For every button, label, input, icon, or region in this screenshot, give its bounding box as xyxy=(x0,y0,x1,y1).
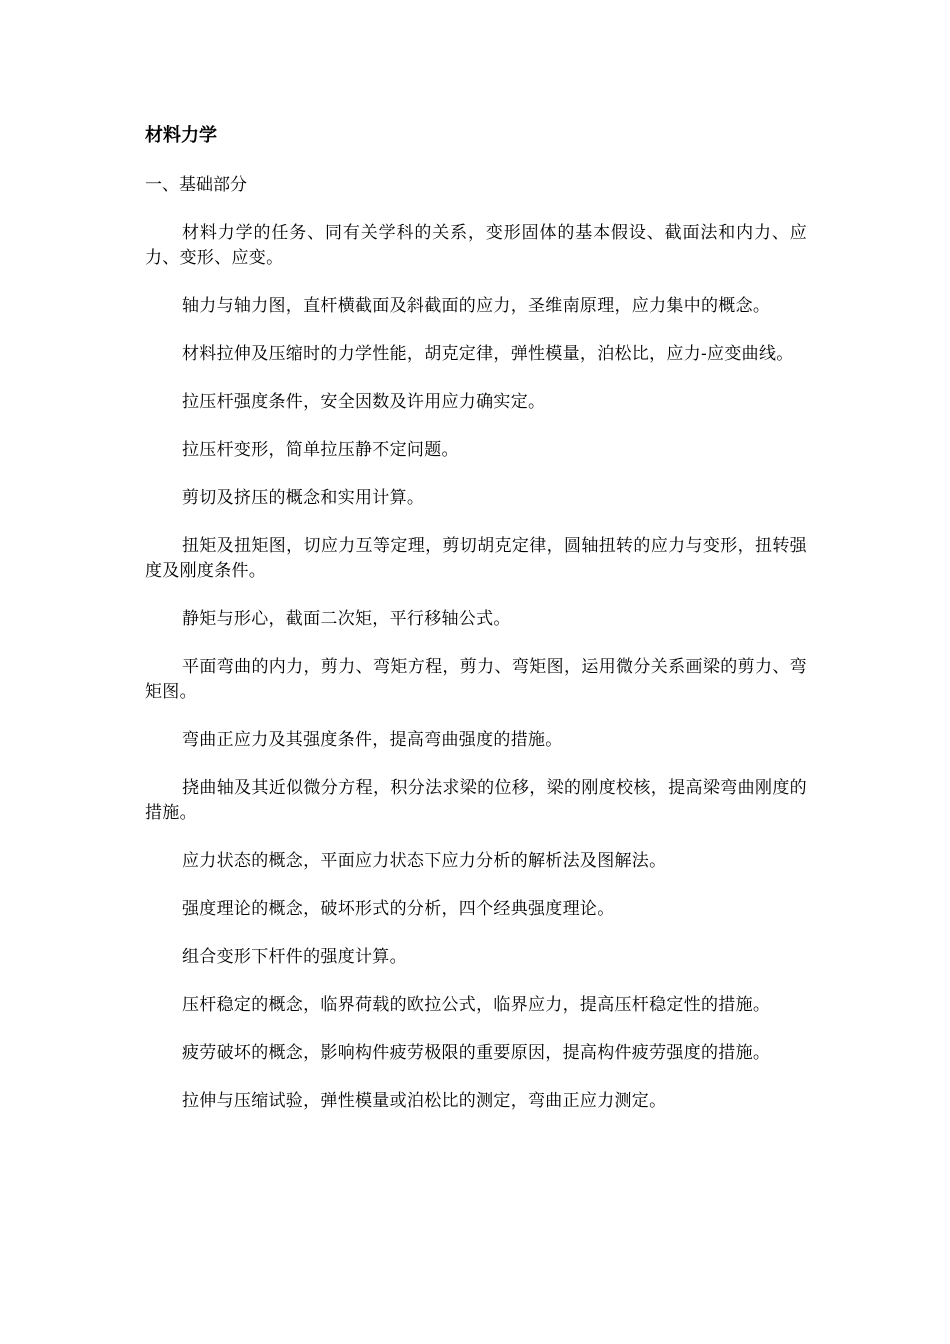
paragraph: 弯曲正应力及其强度条件，提高弯曲强度的措施。 xyxy=(182,730,563,750)
paragraph: 静矩与形心，截面二次矩，平行移轴公式。 xyxy=(182,609,511,629)
paragraph: 强度理论的概念，破坏形式的分析，四个经典强度理论。 xyxy=(182,899,615,919)
paragraph: 应力状态的概念，平面应力状态下应力分析的解析法及图解法。 xyxy=(182,851,667,871)
paragraph: 剪切及挤压的概念和实用计算。 xyxy=(182,488,425,508)
paragraph: 轴力与轴力图，直杆横截面及斜截面的应力，圣维南原理，应力集中的概念。 xyxy=(182,296,771,316)
paragraph: 挠曲轴及其近似微分方程，积分法求梁的位移，梁的刚度校核，提高梁弯曲刚度的措施。 xyxy=(145,778,807,823)
paragraph: 拉伸与压缩试验，弹性模量或泊松比的测定，弯曲正应力测定。 xyxy=(182,1091,667,1111)
paragraph: 扭矩及扭矩图，切应力互等定理，剪切胡克定律，圆轴扭转的应力与变形，扭转强度及刚度条件。 xyxy=(145,536,807,581)
paragraph: 组合变形下杆件的强度计算。 xyxy=(182,947,407,967)
paragraph: 平面弯曲的内力，剪力、弯矩方程，剪力、弯矩图，运用微分关系画梁的剪力、弯矩图。 xyxy=(145,657,807,702)
document-title: 材料力学 xyxy=(145,125,217,146)
paragraph: 材料力学的任务、同有关学科的关系，变形固体的基本假设、截面法和内力、应力、变形、应变。 xyxy=(145,223,807,268)
paragraph: 材料拉伸及压缩时的力学性能，胡克定律，弹性模量，泊松比，应力-应变曲线。 xyxy=(182,344,794,364)
paragraph-list xyxy=(145,221,807,1137)
paragraph: 拉压杆变形，简单拉压静不定问题。 xyxy=(182,440,459,460)
paragraph: 压杆稳定的概念，临界荷载的欧拉公式，临界应力，提高压杆稳定性的措施。 xyxy=(182,995,771,1015)
paragraph: 疲劳破坏的概念，影响构件疲劳极限的重要原因，提高构件疲劳强度的措施。 xyxy=(182,1043,771,1063)
paragraph: 拉压杆强度条件，安全因数及许用应力确实定。 xyxy=(182,392,546,412)
section-heading: 一、基础部分 xyxy=(145,175,247,195)
